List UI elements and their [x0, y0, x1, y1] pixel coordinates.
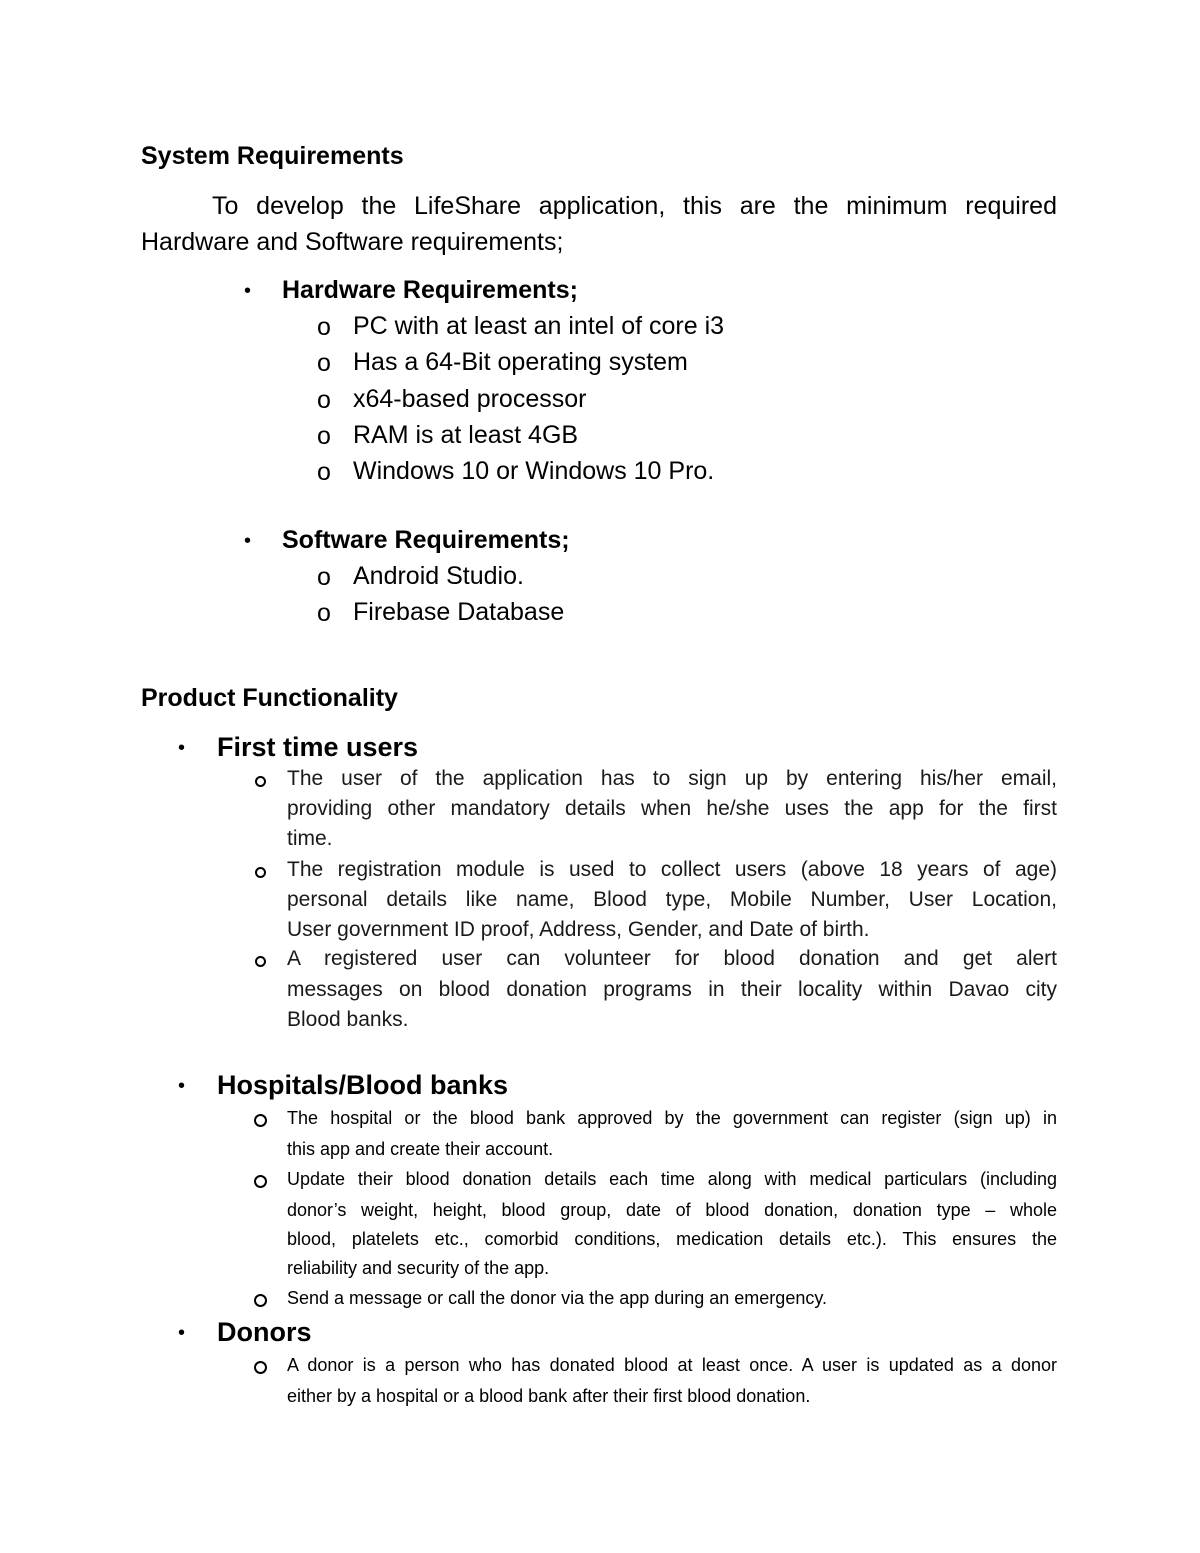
donor-item-1-line: either by a hospital or a blood bank after their first blood donation. — [287, 1386, 811, 1406]
software-item: Android Studio. — [353, 562, 524, 590]
sub-bullet-icon: o — [317, 563, 331, 591]
sub-bullet-icon: o — [317, 458, 331, 486]
sub-bullet-icon — [254, 1361, 267, 1374]
hardware-item: RAM is at least 4GB — [353, 421, 579, 449]
software-item: Firebase Database — [353, 598, 565, 626]
sub-bullet-icon — [255, 867, 266, 878]
sub-bullet-icon: o — [317, 599, 331, 627]
first-time-item-3-line: messages on blood donation programs in their locality within Davao city — [287, 978, 1057, 1001]
hardware-item: Windows 10 or Windows 10 Pro. — [353, 457, 715, 485]
bullet-icon: • — [178, 737, 186, 759]
first-time-item-1-line: time. — [287, 827, 333, 850]
sub-bullet-icon: o — [317, 386, 331, 414]
software-requirements-heading: Software Requirements; — [282, 526, 570, 554]
first-time-item-2-line: User government ID proof, Address, Gender, and Date of birth. — [287, 918, 870, 941]
bullet-icon: • — [178, 1075, 186, 1097]
sub-bullet-icon — [254, 1175, 267, 1188]
bullet-icon: • — [244, 530, 252, 552]
hardware-item: PC with at least an intel of core i3 — [353, 312, 725, 340]
sub-bullet-icon — [255, 776, 266, 787]
intro-paragraph-line-2: Hardware and Software requirements; — [141, 228, 564, 256]
hospital-item-2-line: Update their blood donation details each time along with medical particulars (including — [287, 1169, 1057, 1189]
donors-heading: Donors — [217, 1317, 312, 1347]
sub-bullet-icon — [254, 1114, 267, 1127]
hardware-requirements-heading: Hardware Requirements; — [282, 276, 578, 304]
sub-bullet-icon — [254, 1294, 267, 1307]
section-title-system-requirements: System Requirements — [141, 142, 404, 170]
sub-bullet-icon: o — [317, 349, 331, 377]
sub-bullet-icon: o — [317, 313, 331, 341]
first-time-users-heading: First time users — [217, 732, 419, 762]
hospital-item-1-line: The hospital or the blood bank approved by the government can register (sign up) in — [287, 1108, 1057, 1128]
hardware-item: Has a 64-Bit operating system — [353, 348, 688, 376]
bullet-icon: • — [244, 280, 252, 302]
first-time-item-2-line: personal details like name, Blood type, Mobile Number, User Location, — [287, 888, 1057, 911]
first-time-item-3-line: Blood banks. — [287, 1008, 409, 1031]
hospital-item-2-line: reliability and security of the app. — [287, 1258, 550, 1278]
hospitals-blood-banks-heading: Hospitals/Blood banks — [217, 1070, 509, 1100]
hospital-item-2-line: blood, platelets etc., comorbid conditions, medication details etc.). This ensures the — [287, 1229, 1057, 1249]
sub-bullet-icon: o — [317, 422, 331, 450]
hospital-item-1-line: this app and create their account. — [287, 1139, 554, 1159]
intro-paragraph-line-1: To develop the LifeShare application, this are the minimum required — [212, 192, 1057, 220]
sub-bullet-icon — [255, 956, 266, 967]
section-title-product-functionality: Product Functionality — [141, 684, 398, 712]
first-time-item-2-line: The registration module is used to collect users (above 18 years of age) — [287, 858, 1057, 881]
bullet-icon: • — [178, 1322, 186, 1344]
first-time-item-1-line: providing other mandatory details when he/she uses the app for the first — [287, 797, 1057, 820]
first-time-item-3-line: A registered user can volunteer for blood donation and get alert — [287, 947, 1057, 970]
hardware-item: x64-based processor — [353, 385, 587, 413]
donor-item-1-line: A donor is a person who has donated blood at least once. A user is updated as a donor — [287, 1355, 1057, 1375]
hospital-item-3-line: Send a message or call the donor via the app during an emergency. — [287, 1288, 827, 1308]
hospital-item-2-line: donor’s weight, height, blood group, date of blood donation, donation type – whole — [287, 1200, 1057, 1220]
first-time-item-1-line: The user of the application has to sign up by entering his/her email, — [287, 767, 1057, 790]
